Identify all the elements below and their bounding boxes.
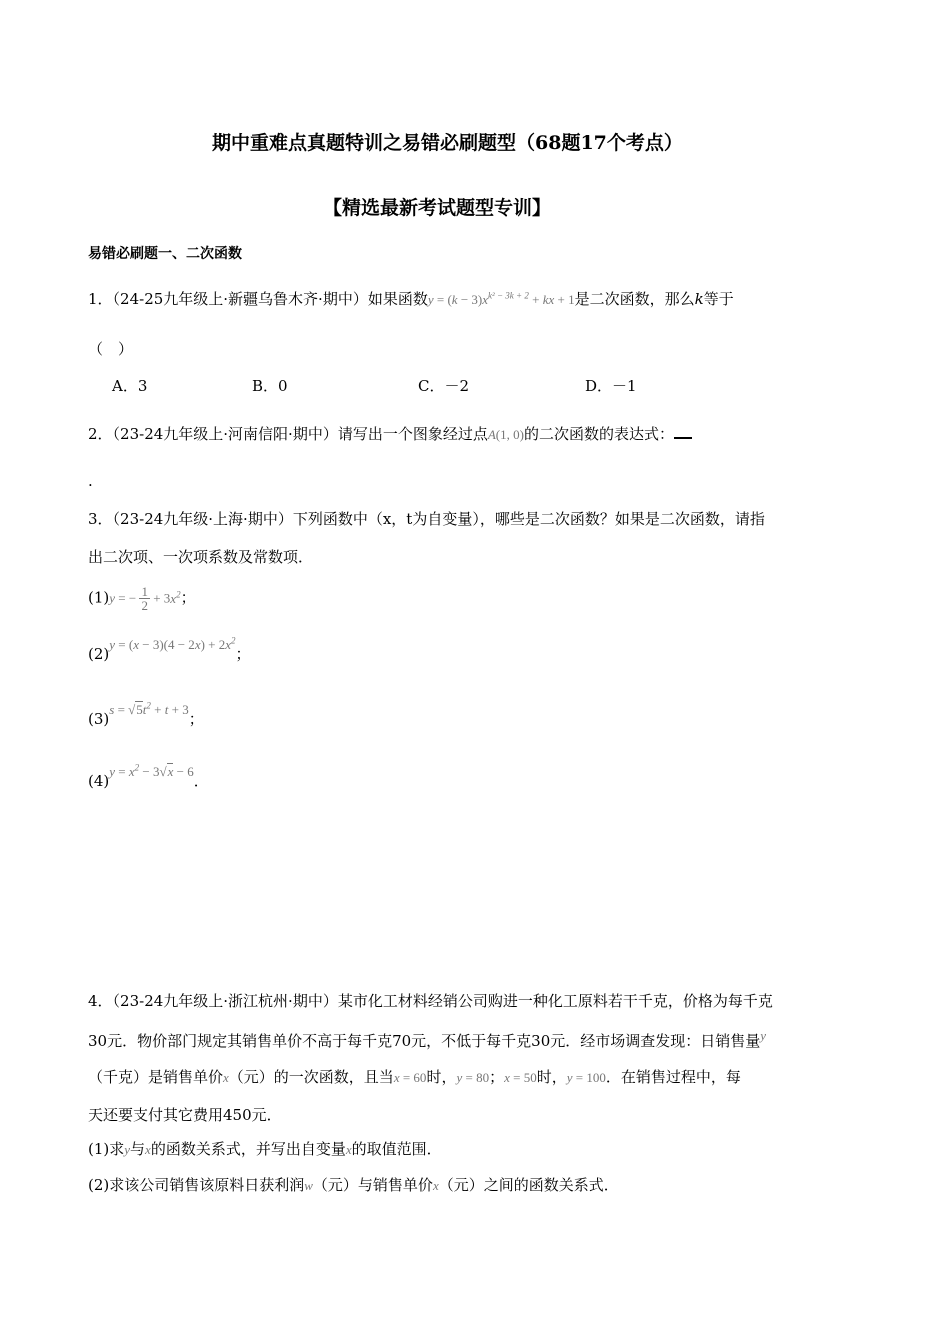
option-d: D．－1 [585,377,637,395]
question-text: (2)求该公司销售该原料日获利润 [88,1176,305,1194]
formula: $y = (x - 3)(4 - 2x) + 2x^2$ [109,635,236,652]
question-text: （千克）是销售单价 [88,1068,224,1086]
question-number: 4． [88,992,113,1010]
item-label: (2) [88,645,110,663]
var-x: x [223,1070,229,1085]
formula: = ( [433,292,452,307]
question-source: （24-25九年级上·新疆乌鲁木齐·期中） [112,290,368,308]
question-text [88,1030,766,1051]
question-number: 1． [88,290,113,308]
question-text: 天还要支付其它费用450元． [88,1106,282,1124]
question-1 [88,288,734,309]
question-text: 请写出一个图象经过点 [337,425,488,443]
formula: x [504,1070,510,1085]
formula: + 3 [149,590,171,606]
question-number: 3． [88,510,113,528]
option-b: B．0 [252,377,288,395]
var-w: w [304,1178,313,1193]
item-end: ； [180,588,196,607]
var-x: x [145,1142,151,1157]
question-text: 等于 [703,290,734,308]
question-text: （元）与销售单价 [312,1176,433,1194]
formula: = − [115,590,140,606]
var-x: x [432,1178,439,1193]
var-x: x [345,1142,352,1157]
formula: kx [542,292,555,307]
question-text: 某市化工材料经销公司购进一种化工原料若干千克，价格为每千克 [337,992,773,1010]
formula: + [528,292,543,307]
question-text: 如果函数 [367,290,428,308]
section-heading: 易错必刷题一、二次函数 [88,246,242,262]
formula: $s = √5t^2 + t + 3$ [109,700,189,717]
formula: + 1 [554,292,575,307]
formula: = 50 [509,1070,537,1085]
formula: x [393,1070,400,1085]
question-text: 的取值范围． [351,1140,442,1158]
page-subtitle: 【精选最新考试题型专训】 [323,197,552,219]
formula: A [487,427,496,442]
question-source: （23-24九年级上·浙江杭州·期中） [112,992,338,1010]
question-source: （23-24九年级·上海·期中） [112,510,293,528]
question-4 [88,990,773,1011]
item-label: (3) [88,710,110,728]
question-text: 的函数关系式，并写出自变量 [150,1140,346,1158]
question-text: 与 [130,1140,146,1158]
option-c: C．－2 [418,377,470,395]
formula: − 3) [457,292,483,307]
option-a: A．3 [112,377,148,395]
question-text: 下列函数中（x，t为自变量），哪些是二次函数？如果是二次函数，请指 [292,510,765,528]
question-number: 2． [88,425,113,443]
question-text: 时， [536,1068,567,1086]
item-end: ； [188,710,204,728]
variable-k: k [694,290,704,308]
formula: = 100 [572,1070,606,1085]
fraction: $\frac{1}{2}$ [141,584,148,613]
question-source: （23-24九年级上·河南信阳·期中） [112,425,338,443]
sub-item-3 [88,700,204,729]
formula: y [566,1070,573,1085]
question-text: 时， [426,1068,457,1086]
formula: y [456,1070,463,1085]
sub-item-4 [88,762,209,791]
blank-tail: . [88,472,93,490]
page-title: 期中重难点真题特训之易错必刷题型（68题17个考点） [212,132,683,154]
formula: $x^{k^2 - 3k + 2}$ [482,290,529,307]
item-end: ． [193,772,209,790]
answer-blank[interactable] [674,423,692,439]
sub-question-2 [88,1174,619,1195]
question-text [88,1066,741,1087]
item-label: (4) [88,772,110,790]
question-text: （元）之间的函数关系式． [438,1176,619,1194]
formula: = 60 [399,1070,427,1085]
sub-item-1 [88,585,196,612]
var-y: y [760,1028,767,1043]
question-text: ； [489,1068,505,1086]
formula: y [427,292,434,307]
answer-paren: （ ） [88,340,134,358]
question-text: (1)求 [88,1140,125,1158]
formula: = 80 [462,1070,490,1085]
sub-question-1 [88,1138,442,1159]
question-text: （元）的一次函数，且当 [228,1068,394,1086]
formula: y [109,590,116,606]
item-end: ； [235,645,251,663]
formula: $y = x^2 - 3√x - 6$ [109,762,194,779]
question-2 [88,423,692,444]
var-y: y [124,1142,131,1157]
question-text: 是二次函数，那么 [574,290,695,308]
question-3 [88,508,765,529]
question-text: ．在销售过程中，每 [605,1068,741,1086]
question-text: 的二次函数的表达式： [523,425,674,443]
formula: (1, 0) [495,427,524,442]
formula: k [451,292,458,307]
item-label: (1) [88,588,110,607]
question-text: 30元．物价部门规定其销售单价不高于每千克70元，不低于每千克30元．经市场调查发现：日销售量 [88,1032,761,1050]
question-text: 出二次项、一次项系数及常数项． [88,548,314,566]
formula: $x^2$ [170,589,181,606]
sub-item-2 [88,635,251,664]
